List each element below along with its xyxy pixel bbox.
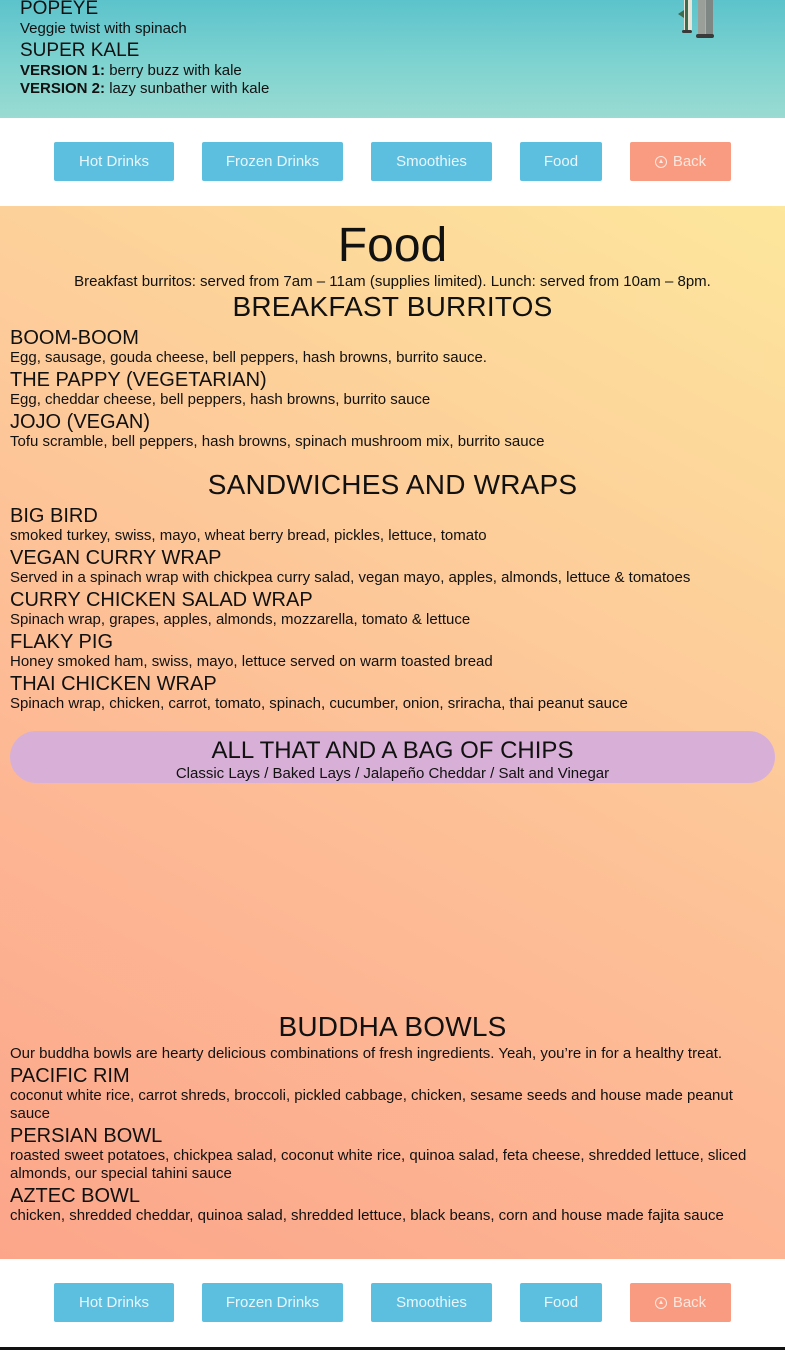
menu-item-title: AZTEC BOWL (10, 1185, 141, 1207)
food-button[interactable]: Food (520, 1283, 602, 1322)
menu-item-description: Spinach wrap, grapes, apples, almonds, mozzarella, tomato & lettuce (10, 611, 471, 628)
back-button[interactable] (630, 142, 731, 181)
menu-item-description: coconut white rice, carrot shreds, broccoli, pickled cabbage, chicken, sesame seeds and house made peanut sauce (10, 1087, 733, 1122)
section-heading: BREAKFAST BURRITOS (232, 291, 553, 322)
menu-item-title: BOOM-BOOM (10, 327, 139, 349)
menu-item-title: VEGAN CURRY WRAP (10, 547, 222, 569)
smoothie-banner (0, 0, 785, 118)
service-hours: Breakfast burritos: served from 7am – 11am (supplies limited). Lunch: served from 10am – 8pm. (74, 273, 711, 290)
chips-banner (10, 731, 775, 783)
back-button[interactable] (630, 1283, 731, 1322)
menu-item-title: SUPER KALE (20, 40, 140, 61)
version-line (20, 62, 242, 79)
menu-item-title: PERSIAN BOWL (10, 1125, 163, 1147)
smoothies-button[interactable]: Smoothies (371, 142, 492, 181)
menu-item-title: CURRY CHICKEN SALAD WRAP (10, 589, 313, 611)
menu-item-description: smoked turkey, swiss, mayo, wheat berry bread, pickles, lettuce, tomato (10, 527, 487, 544)
section-heading: BUDDHA BOWLS (278, 1011, 507, 1042)
menu-item-description: roasted sweet potatoes, chickpea salad, coconut white rice, quinoa salad, feta cheese, shredded lettuce, sliced almonds, our special tahini sauce (10, 1147, 747, 1182)
menu-item-description: Egg, cheddar cheese, bell peppers, hash browns, burrito sauce (10, 391, 431, 408)
menu-item-title: FLAKY PIG (10, 631, 114, 653)
section-heading: SANDWICHES AND WRAPS (207, 469, 578, 500)
category-nav (0, 118, 785, 206)
menu-item-description: Tofu scramble, bell peppers, hash browns, spinach mushroom mix, burrito sauce (10, 433, 545, 450)
hot-drinks-button[interactable]: Hot Drinks (54, 1283, 174, 1322)
chips-title: ALL THAT AND A BAG OF CHIPS (211, 737, 574, 764)
back-button-label: Back (672, 153, 707, 170)
character-illustration (676, 0, 736, 40)
menu-item-title: BIG BIRD (10, 505, 98, 527)
menu-item-description: Spinach wrap, chicken, carrot, tomato, spinach, cucumber, onion, sriracha, thai peanut sauce (10, 695, 628, 712)
food-menu-section (0, 206, 785, 1259)
menu-item-description: chicken, shredded cheddar, quinoa salad, shredded lettuce, black beans, corn and house made fajita sauce (10, 1207, 724, 1224)
category-nav-bottom (0, 1259, 785, 1347)
page-title: Food (337, 219, 448, 272)
version-label: VERSION 2: (20, 80, 106, 97)
menu-item-title: JOJO (VEGAN) (10, 411, 151, 433)
frozen-drinks-button[interactable]: Frozen Drinks (202, 142, 343, 181)
version-line (20, 80, 269, 97)
version-text: berry buzz with kale (105, 62, 242, 79)
menu-item-description: Veggie twist with spinach (20, 20, 187, 37)
version-label: VERSION 1: (20, 62, 106, 79)
hot-drinks-button[interactable]: Hot Drinks (54, 142, 174, 181)
arrow-up-circle-icon (655, 156, 667, 168)
smoothies-button[interactable]: Smoothies (371, 1283, 492, 1322)
menu-item-description: Served in a spinach wrap with chickpea curry salad, vegan mayo, apples, almonds, lettuce & tomatoes (10, 569, 691, 586)
food-button[interactable]: Food (520, 142, 602, 181)
frozen-drinks-button[interactable]: Frozen Drinks (202, 1283, 343, 1322)
version-text: lazy sunbather with kale (105, 80, 270, 97)
chips-options: Classic Lays / Baked Lays / Jalapeño Cheddar / Salt and Vinegar (175, 765, 610, 782)
menu-item-title: POPEYE (20, 0, 99, 19)
back-button-label: Back (672, 1294, 707, 1311)
arrow-up-circle-icon (655, 1297, 667, 1309)
section-intro: Our buddha bowls are hearty delicious combinations of fresh ingredients. Yeah, you’re in for a healthy treat. (10, 1045, 723, 1062)
menu-item-title: THE PAPPY (VEGETARIAN) (10, 369, 267, 391)
menu-item-description: Egg, sausage, gouda cheese, bell peppers, hash browns, burrito sauce. (10, 349, 487, 366)
menu-item-description: Honey smoked ham, swiss, mayo, lettuce served on warm toasted bread (10, 653, 493, 670)
menu-item-title: PACIFIC RIM (10, 1065, 130, 1087)
menu-item-title: THAI CHICKEN WRAP (10, 673, 217, 695)
